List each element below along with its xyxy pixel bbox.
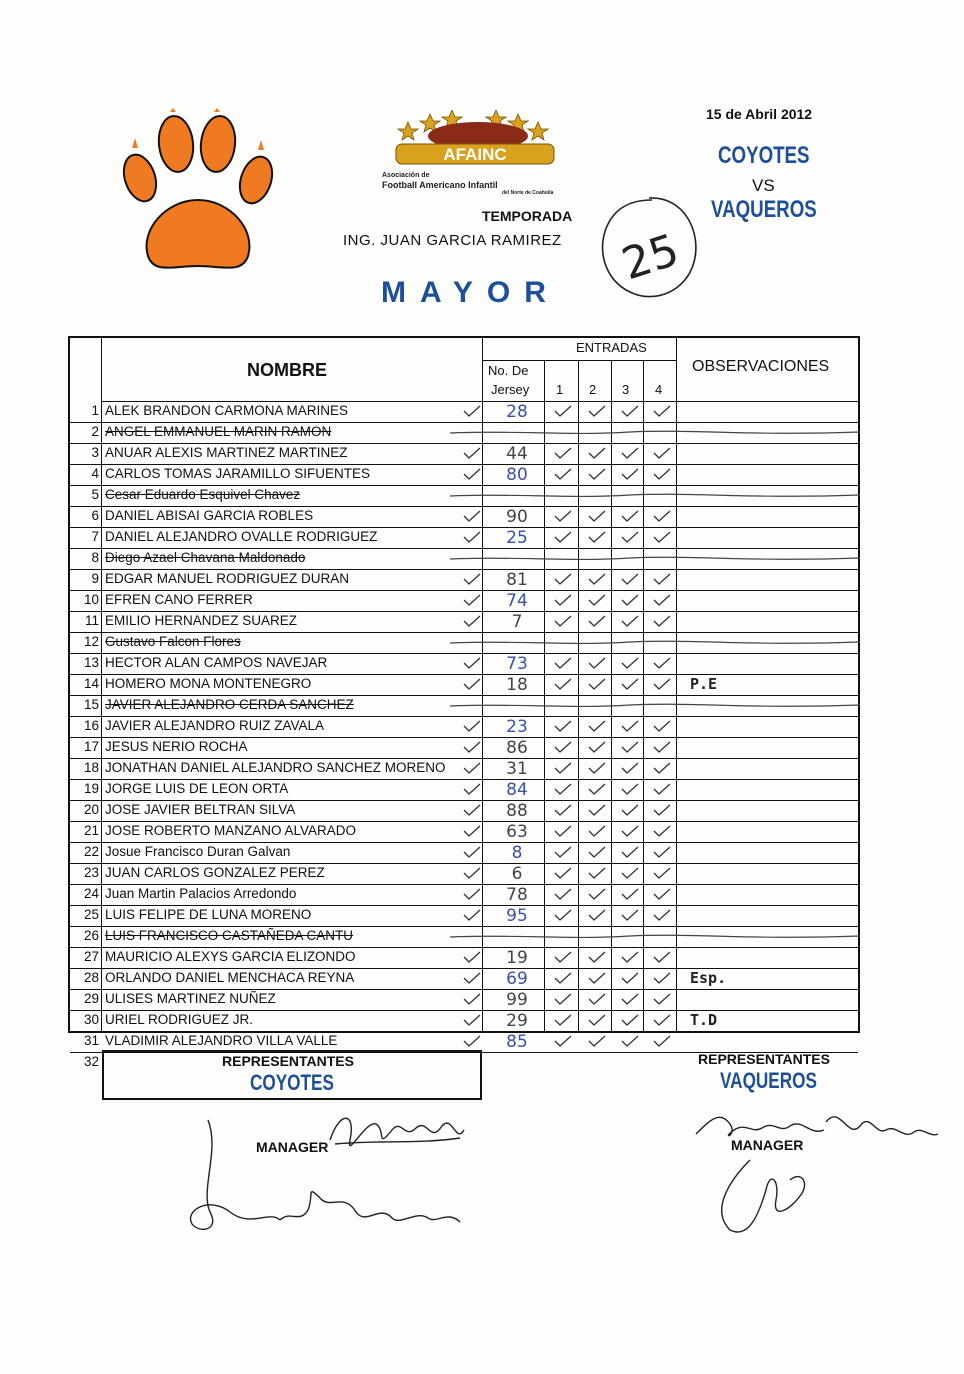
check-mark-icon <box>620 468 640 480</box>
check-mark-icon <box>462 762 482 774</box>
check-mark-icon <box>553 405 573 417</box>
check-mark-icon <box>462 846 482 858</box>
row-number: 6 <box>91 508 99 523</box>
check-mark-icon <box>652 783 672 795</box>
signature-home <box>180 1100 480 1240</box>
jersey-number: 90 <box>506 507 528 527</box>
row-number: 4 <box>91 466 99 481</box>
check-mark-icon <box>553 867 573 879</box>
check-mark-icon <box>553 804 573 816</box>
check-mark-icon <box>553 657 573 669</box>
check-mark-icon <box>553 573 573 585</box>
strike-line <box>450 638 860 648</box>
check-mark-icon <box>462 720 482 732</box>
check-mark-icon <box>620 783 640 795</box>
row-number: 16 <box>83 718 99 733</box>
check-mark-icon <box>462 468 482 480</box>
check-mark-icon <box>620 951 640 963</box>
observation-note: Esp. <box>690 969 727 987</box>
player-name: VLADIMIR ALEJANDRO VILLA VALLE <box>105 1033 338 1048</box>
observation-note: T.D <box>690 1011 718 1029</box>
jersey-number: 18 <box>506 675 528 695</box>
check-mark-icon <box>553 615 573 627</box>
row-number: 13 <box>83 655 99 670</box>
check-mark-icon <box>462 615 482 627</box>
check-mark-icon <box>652 846 672 858</box>
player-name: EFREN CANO FERRER <box>105 592 253 607</box>
check-mark-icon <box>553 993 573 1005</box>
player-name: CARLOS TOMAS JARAMILLO SIFUENTES <box>105 466 371 481</box>
check-mark-icon <box>652 888 672 900</box>
player-name: HECTOR ALAN CAMPOS NAVEJAR <box>105 655 328 670</box>
check-mark-icon <box>587 846 607 858</box>
row-number: 32 <box>83 1054 99 1069</box>
check-mark-icon <box>652 951 672 963</box>
check-mark-icon <box>652 657 672 669</box>
col-entries-header: ENTRADAS <box>576 340 647 355</box>
row-number: 8 <box>91 550 99 565</box>
check-mark-icon <box>553 909 573 921</box>
check-mark-icon <box>462 447 482 459</box>
col-name-header: NOMBRE <box>247 360 327 380</box>
manager-label-home: MANAGER <box>256 1139 329 1155</box>
check-mark-icon <box>553 972 573 984</box>
jersey-number: 6 <box>511 864 523 884</box>
paw-print-icon <box>118 108 278 278</box>
row-number: 1 <box>91 403 99 418</box>
versus-label: VS <box>752 176 775 195</box>
check-mark-icon <box>620 972 640 984</box>
row-number: 20 <box>83 802 99 817</box>
player-name: JONATHAN DANIEL ALEJANDRO SANCHEZ MORENO <box>105 760 446 775</box>
player-name: DANIEL ABISAI GARCIA ROBLES <box>105 508 314 523</box>
check-mark-icon <box>462 510 482 522</box>
row-number: 12 <box>83 634 99 649</box>
row-number: 22 <box>83 844 99 859</box>
check-mark-icon <box>587 993 607 1005</box>
jersey-number: 69 <box>506 969 528 989</box>
player-name: EDGAR MANUEL RODRIGUEZ DURAN <box>105 571 350 586</box>
player-name: ANGEL EMMANUEL MARIN RAMON <box>105 424 332 439</box>
check-mark-icon <box>652 1035 672 1047</box>
check-mark-icon <box>587 405 607 417</box>
check-mark-icon <box>587 888 607 900</box>
player-name: Gustavo Falcon Flores <box>105 634 241 649</box>
check-mark-icon <box>652 510 672 522</box>
player-name: LUIS FRANCISCO CASTAÑEDA CANTU <box>105 928 354 943</box>
jersey-number: 63 <box>506 822 528 842</box>
check-mark-icon <box>553 594 573 606</box>
row-number: 30 <box>83 1012 99 1027</box>
check-mark-icon <box>587 678 607 690</box>
check-mark-icon <box>620 678 640 690</box>
check-mark-icon <box>620 1035 640 1047</box>
check-mark-icon <box>553 783 573 795</box>
representatives-label-home: REPRESENTANTES <box>222 1053 354 1069</box>
jersey-number: 73 <box>506 654 528 674</box>
check-mark-icon <box>620 888 640 900</box>
row-number: 24 <box>83 886 99 901</box>
check-mark-icon <box>553 888 573 900</box>
check-mark-icon <box>652 1014 672 1026</box>
check-mark-icon <box>462 741 482 753</box>
team-home: COYOTES <box>718 142 810 169</box>
col-obs-header: OBSERVACIONES <box>692 358 830 375</box>
row-number: 5 <box>91 487 99 502</box>
check-mark-icon <box>462 972 482 984</box>
check-mark-icon <box>652 909 672 921</box>
logo-subtitle-3: del Norte de Coahuila <box>502 190 554 196</box>
entry-2-header: 2 <box>589 382 597 397</box>
check-mark-icon <box>620 1014 640 1026</box>
check-mark-icon <box>462 909 482 921</box>
row-number: 28 <box>83 970 99 985</box>
jersey-number: 23 <box>506 717 528 737</box>
player-name: JORGE LUIS DE LEON ORTA <box>105 781 289 796</box>
jersey-number: 86 <box>506 738 528 758</box>
season-label: TEMPORADA <box>482 208 573 224</box>
check-mark-icon <box>620 510 640 522</box>
jersey-number: 7 <box>511 612 523 632</box>
player-name: JUAN CARLOS GONZALEZ PEREZ <box>105 865 325 880</box>
check-mark-icon <box>462 678 482 690</box>
player-name: ULISES MARTINEZ NUÑEZ <box>105 991 276 1006</box>
check-mark-icon <box>553 951 573 963</box>
check-mark-icon <box>652 741 672 753</box>
entry-1-header: 1 <box>556 382 564 397</box>
strike-line <box>450 428 860 438</box>
check-mark-icon <box>462 1035 482 1047</box>
check-mark-icon <box>652 447 672 459</box>
check-mark-icon <box>462 825 482 837</box>
check-mark-icon <box>462 783 482 795</box>
check-mark-icon <box>620 804 640 816</box>
check-mark-icon <box>652 825 672 837</box>
jersey-number: 99 <box>506 990 528 1010</box>
check-mark-icon <box>620 447 640 459</box>
check-mark-icon <box>553 825 573 837</box>
check-mark-icon <box>652 720 672 732</box>
strike-line <box>450 701 860 711</box>
check-mark-icon <box>620 720 640 732</box>
check-mark-icon <box>652 804 672 816</box>
check-mark-icon <box>620 594 640 606</box>
row-number: 18 <box>83 760 99 775</box>
check-mark-icon <box>587 1035 607 1047</box>
check-mark-icon <box>587 825 607 837</box>
check-mark-icon <box>587 741 607 753</box>
check-mark-icon <box>587 951 607 963</box>
check-mark-icon <box>553 741 573 753</box>
row-number: 21 <box>83 823 99 838</box>
check-mark-icon <box>620 993 640 1005</box>
row-number: 10 <box>83 592 99 607</box>
check-mark-icon <box>587 468 607 480</box>
row-number: 27 <box>83 949 99 964</box>
check-mark-icon <box>462 804 482 816</box>
row-number: 17 <box>83 739 99 754</box>
svg-text:AFAINC: AFAINC <box>443 145 507 164</box>
player-name: JESUS NERIO ROCHA <box>105 739 248 754</box>
check-mark-icon <box>620 741 640 753</box>
player-name: Diego Azael Chavana Maldonado <box>105 550 306 565</box>
player-name: EMILIO HERNANDEZ SUAREZ <box>105 613 298 628</box>
check-mark-icon <box>553 531 573 543</box>
check-mark-icon <box>652 678 672 690</box>
jersey-number: 85 <box>506 1032 528 1052</box>
check-mark-icon <box>587 615 607 627</box>
row-number: 29 <box>83 991 99 1006</box>
check-mark-icon <box>587 594 607 606</box>
check-mark-icon <box>620 762 640 774</box>
check-mark-icon <box>587 972 607 984</box>
check-mark-icon <box>587 573 607 585</box>
jersey-number: 19 <box>506 948 528 968</box>
row-number: 25 <box>83 907 99 922</box>
player-name: LUIS FELIPE DE LUNA MORENO <box>105 907 312 922</box>
check-mark-icon <box>462 657 482 669</box>
check-mark-icon <box>587 762 607 774</box>
signature-away <box>690 1100 940 1240</box>
check-mark-icon <box>553 846 573 858</box>
logo-subtitle-1: Asociación de <box>382 172 430 179</box>
logo-subtitle-2: Football Americano Infantil <box>382 180 498 190</box>
check-mark-icon <box>620 825 640 837</box>
check-mark-icon <box>620 615 640 627</box>
jersey-number: 29 <box>506 1011 528 1031</box>
check-mark-icon <box>652 531 672 543</box>
check-mark-icon <box>652 867 672 879</box>
jersey-number: 80 <box>506 465 528 485</box>
check-mark-icon <box>553 468 573 480</box>
check-mark-icon <box>652 405 672 417</box>
row-number: 11 <box>84 613 99 628</box>
game-date: 15 de Abril 2012 <box>706 106 813 122</box>
check-mark-icon <box>462 531 482 543</box>
jersey-number: 78 <box>506 885 528 905</box>
strike-line <box>450 491 860 501</box>
check-mark-icon <box>462 993 482 1005</box>
jersey-number: 31 <box>506 759 528 779</box>
row-number: 19 <box>83 781 99 796</box>
check-mark-icon <box>587 657 607 669</box>
representatives-team-away: VAQUEROS <box>720 1068 817 1093</box>
check-mark-icon <box>620 573 640 585</box>
afainc-logo <box>378 110 578 195</box>
player-name: Cesar Eduardo Esquivel Chavez <box>105 487 301 502</box>
check-mark-icon <box>652 468 672 480</box>
check-mark-icon <box>462 951 482 963</box>
player-name: HOMERO MONA MONTENEGRO <box>105 676 312 691</box>
check-mark-icon <box>553 510 573 522</box>
row-number: 31 <box>83 1033 99 1048</box>
player-name: JAVIER ALEJANDRO CERDA SANCHEZ <box>105 697 354 712</box>
entry-4-header: 4 <box>655 382 663 397</box>
player-name: ALEK BRANDON CARMONA MARINES <box>105 403 349 418</box>
player-name: Juan Martin Palacios Arredondo <box>105 886 297 901</box>
row-number: 14 <box>83 676 99 691</box>
check-mark-icon <box>620 867 640 879</box>
player-name: ORLANDO DANIEL MENCHACA REYNA <box>105 970 355 985</box>
player-name: JOSE ROBERTO MANZANO ALVARADO <box>105 823 357 838</box>
check-mark-icon <box>587 867 607 879</box>
check-mark-icon <box>620 405 640 417</box>
player-name: Josue Francisco Duran Galvan <box>105 844 291 859</box>
jersey-number: 8 <box>511 843 523 863</box>
check-mark-icon <box>553 1014 573 1026</box>
check-mark-icon <box>462 573 482 585</box>
jersey-number: 88 <box>506 801 528 821</box>
handwritten-number: 25 <box>615 224 685 291</box>
team-away: VAQUEROS <box>711 196 817 223</box>
jersey-number: 81 <box>506 570 528 590</box>
handwritten-circle <box>594 192 704 307</box>
check-mark-icon <box>462 1014 482 1026</box>
col-jersey-header-1: No. De <box>488 363 529 378</box>
observation-note: P.E <box>690 675 718 693</box>
check-mark-icon <box>587 783 607 795</box>
check-mark-icon <box>620 531 640 543</box>
check-mark-icon <box>587 1014 607 1026</box>
jersey-number: 95 <box>506 906 528 926</box>
check-mark-icon <box>652 615 672 627</box>
check-mark-icon <box>462 888 482 900</box>
check-mark-icon <box>587 531 607 543</box>
check-mark-icon <box>652 573 672 585</box>
manager-label-away: MANAGER <box>731 1137 804 1153</box>
season-name: ING. JUAN GARCIA RAMIREZ <box>343 232 562 249</box>
row-number: 23 <box>83 865 99 880</box>
jersey-number: 44 <box>506 444 528 464</box>
check-mark-icon <box>553 447 573 459</box>
check-mark-icon <box>652 762 672 774</box>
row-number: 3 <box>91 445 99 460</box>
check-mark-icon <box>620 909 640 921</box>
jersey-number: 28 <box>506 402 528 422</box>
check-mark-icon <box>462 594 482 606</box>
player-name: MAURICIO ALEXYS GARCIA ELIZONDO <box>105 949 356 964</box>
player-name: JOSE JAVIER BELTRAN SILVA <box>105 802 296 817</box>
check-mark-icon <box>553 678 573 690</box>
check-mark-icon <box>462 867 482 879</box>
check-mark-icon <box>620 846 640 858</box>
jersey-number: 25 <box>506 528 528 548</box>
check-mark-icon <box>620 657 640 669</box>
check-mark-icon <box>587 720 607 732</box>
check-mark-icon <box>553 720 573 732</box>
jersey-number: 84 <box>506 780 528 800</box>
row-number: 2 <box>91 424 99 439</box>
check-mark-icon <box>652 993 672 1005</box>
check-mark-icon <box>587 447 607 459</box>
representatives-label-away: REPRESENTANTES <box>698 1051 830 1067</box>
entry-3-header: 3 <box>622 382 630 397</box>
jersey-number: 74 <box>506 591 528 611</box>
afainc-logo-icon <box>378 110 578 170</box>
check-mark-icon <box>553 762 573 774</box>
col-jersey-header-2: Jersey <box>491 382 530 397</box>
check-mark-icon <box>652 594 672 606</box>
player-name: ANUAR ALEXIS MARTINEZ MARTINEZ <box>105 445 348 460</box>
player-name: JAVIER ALEJANDRO RUIZ ZAVALA <box>105 718 325 733</box>
division-title: MAYOR <box>381 276 560 309</box>
player-name: DANIEL ALEJANDRO OVALLE RODRIGUEZ <box>105 529 378 544</box>
player-name: URIEL RODRIGUEZ JR. <box>105 1012 254 1027</box>
representatives-team-home: COYOTES <box>250 1070 334 1095</box>
row-number: 9 <box>91 571 99 586</box>
strike-line <box>450 932 860 942</box>
row-number: 26 <box>83 928 99 943</box>
strike-line <box>450 554 860 564</box>
check-mark-icon <box>462 405 482 417</box>
check-mark-icon <box>652 972 672 984</box>
check-mark-icon <box>587 909 607 921</box>
check-mark-icon <box>553 1035 573 1047</box>
check-mark-icon <box>587 510 607 522</box>
row-number: 7 <box>91 529 99 544</box>
check-mark-icon <box>587 804 607 816</box>
row-number: 15 <box>83 697 99 712</box>
